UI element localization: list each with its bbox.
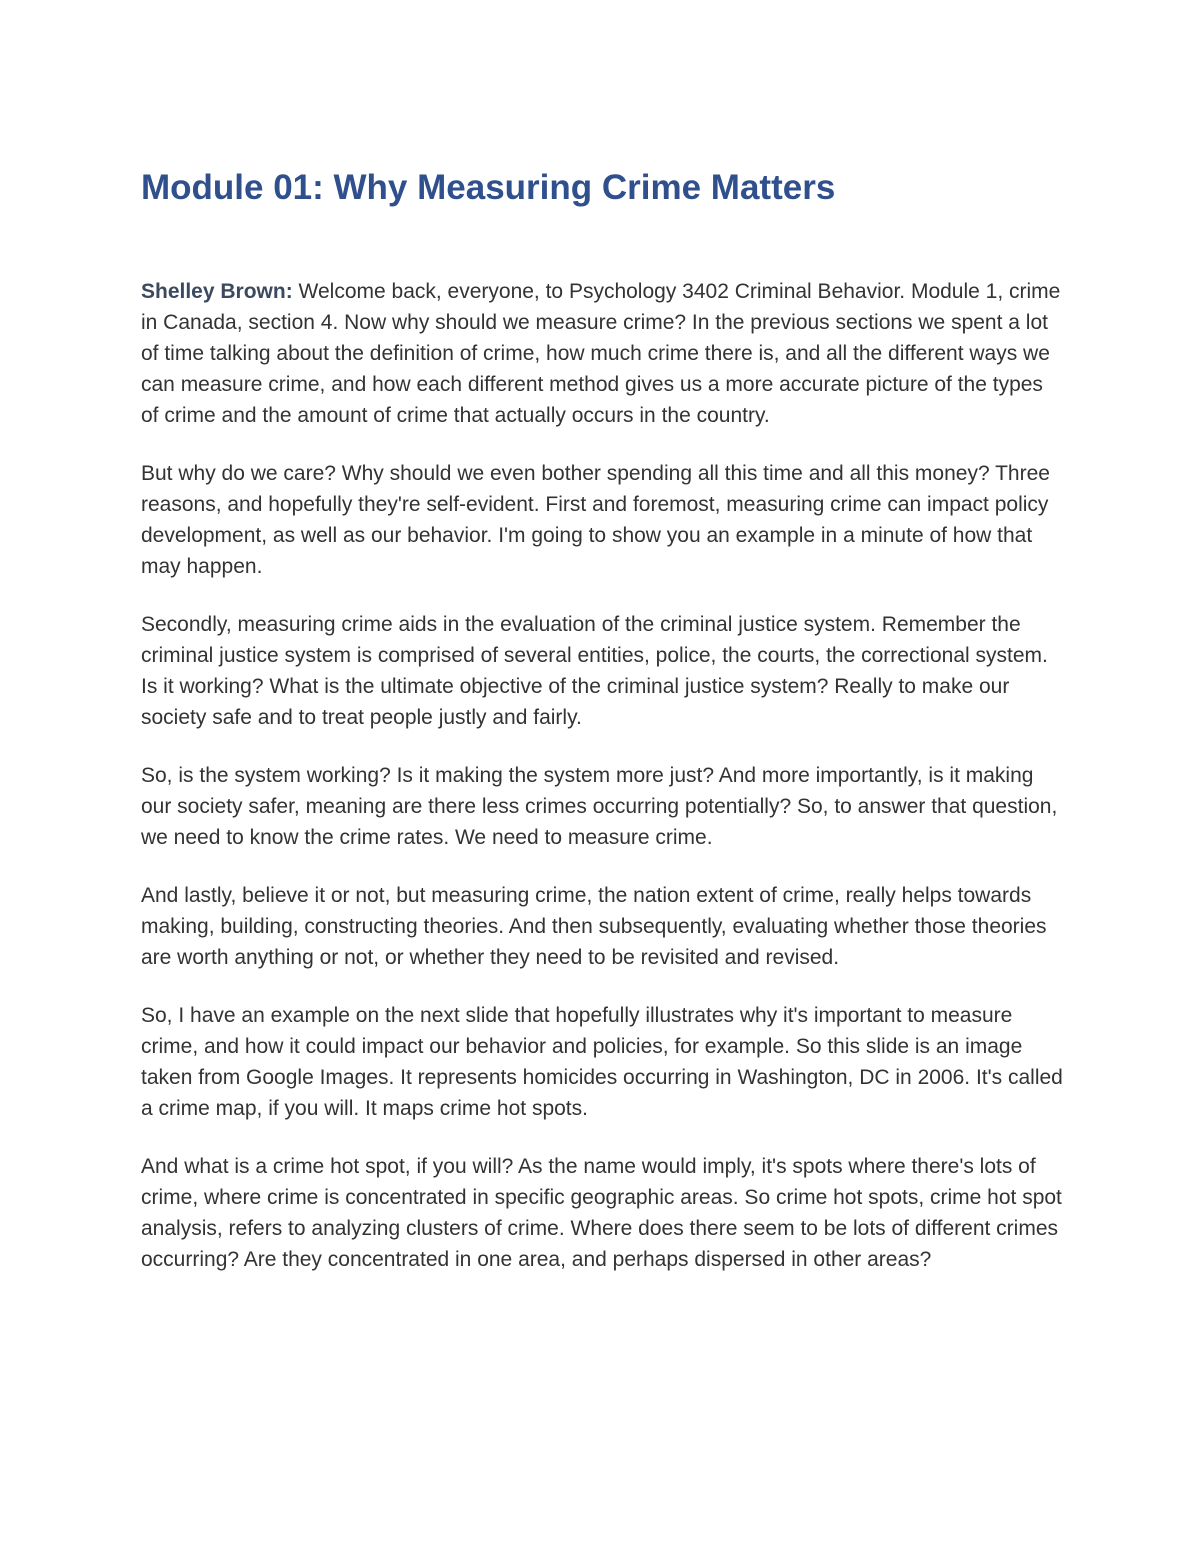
- speaker-name: Shelley Brown:: [141, 280, 293, 303]
- paragraph-1-text: Welcome back, everyone, to Psychology 3402 Criminal Behavior. Module 1, crime in Canada, section 4. Now why should we measure crime? In the previous sections we spent a lot of time talking about the definition of crime, how much crime there is, and all the different ways we can measure crime, and how each different method gives us a more accurate picture of the types of crime and the amount of crime that actually occurs in the country.: [141, 280, 1061, 427]
- paragraph-6: So, I have an example on the next slide that hopefully illustrates why it's important to measure crime, and how it could impact our behavior and policies, for example. So this slide is an image taken from Google Images. It represents homicides occurring in Washington, DC in 2006. It's called a crime map, if you will. It maps crime hot spots.: [141, 1004, 1063, 1120]
- paragraph-1: [141, 276, 1066, 431]
- paragraph-5: And lastly, believe it or not, but measuring crime, the nation extent of crime, really helps towards making, building, constructing theories. And then subsequently, evaluating whether those theories are worth anything or not, or whether they need to be revisited and revised.: [141, 884, 1047, 969]
- transcript-body: [141, 276, 1066, 1275]
- paragraph-4: So, is the system working? Is it making the system more just? And more importantly, is it making our society safer, meaning are there less crimes occurring potentially? So, to answer that question, we need to know the crime rates. We need to measure crime.: [141, 764, 1058, 849]
- paragraph-3: Secondly, measuring crime aids in the evaluation of the criminal justice system. Remember the criminal justice system is comprised of several entities, police, the courts, the correctional system. Is it working? What is the ultimate objective of the criminal justice system? Really to make our society safe and to treat people justly and fairly.: [141, 613, 1048, 729]
- document-content: [141, 163, 1066, 1302]
- paragraph-7: And what is a crime hot spot, if you will? As the name would imply, it's spots where there's lots of crime, where crime is concentrated in specific geographic areas. So crime hot spots, crime hot spot analysis, refers to analyzing clusters of crime. Where does there seem to be lots of different crimes occurring? Are they concentrated in one area, and perhaps dispersed in other areas?: [141, 1155, 1062, 1271]
- paragraph-2: But why do we care? Why should we even bother spending all this time and all this money? Three reasons, and hopefully they're self-evident. First and foremost, measuring crime can impact policy development, as well as our behavior. I'm going to show you an example in a minute of how that may happen.: [141, 462, 1050, 578]
- page-title: Module 01: Why Measuring Crime Matters: [141, 168, 836, 207]
